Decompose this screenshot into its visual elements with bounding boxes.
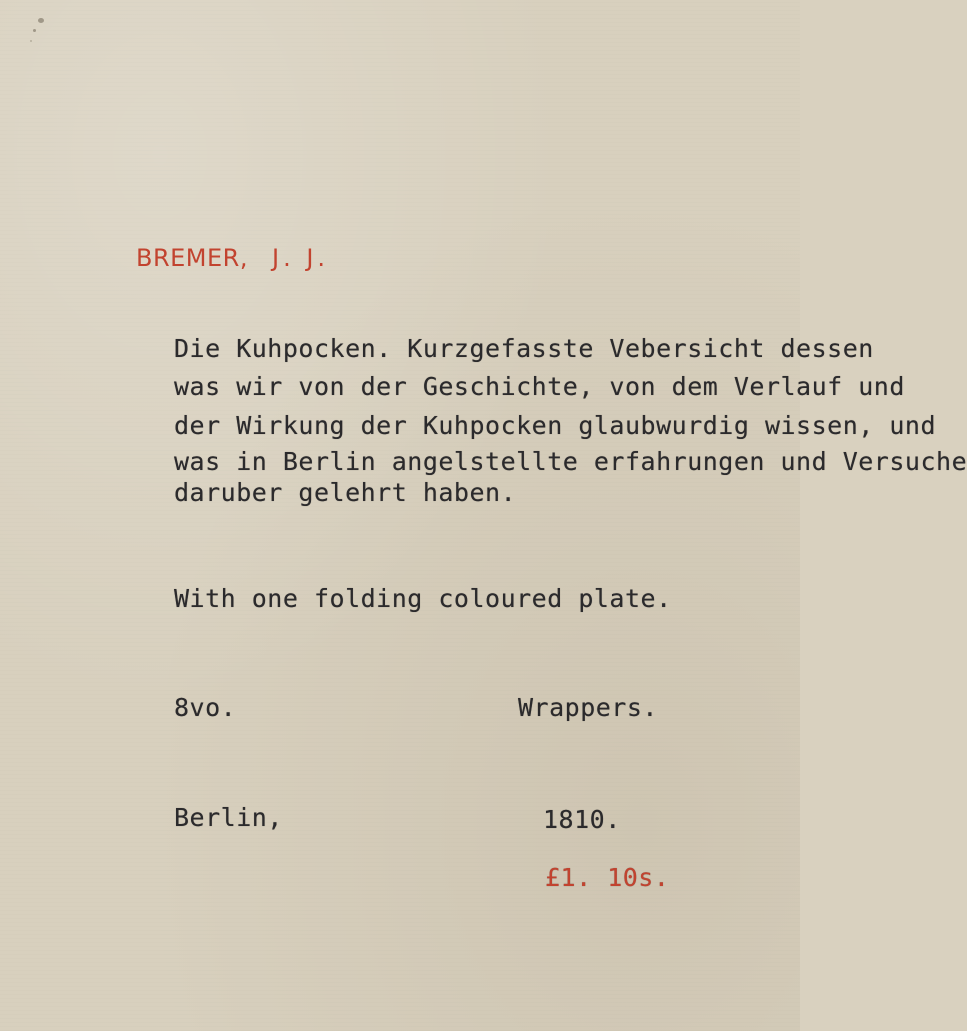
author-heading: [136, 243, 329, 272]
paper-blemish: [30, 40, 32, 42]
paper-blemish: [33, 29, 36, 32]
paper-blemish: [38, 18, 44, 23]
author-surname: BREMER,: [136, 244, 248, 272]
title-line-3: der Wirkung der Kuhpocken glaubwurdig wissen, und: [174, 411, 937, 440]
imprint-place: Berlin,: [174, 803, 283, 832]
imprint-year: 1810.: [543, 805, 621, 834]
title-line-1: Die Kuhpocken. Kurzgefasste Vebersicht dessen: [174, 334, 874, 363]
title-line-4: was in Berlin angelstellte erfahrungen und Versuche: [174, 447, 967, 476]
price: £1. 10s.: [545, 863, 670, 892]
author-initials: J. J.: [271, 244, 330, 272]
format-size: 8vo.: [174, 693, 237, 722]
plate-note: With one folding coloured plate.: [174, 584, 672, 613]
format-binding: Wrappers.: [518, 693, 658, 722]
title-line-5: daruber gelehrt haben.: [174, 478, 517, 507]
title-line-2: was wir von der Geschichte, von dem Verlauf und: [174, 372, 905, 401]
